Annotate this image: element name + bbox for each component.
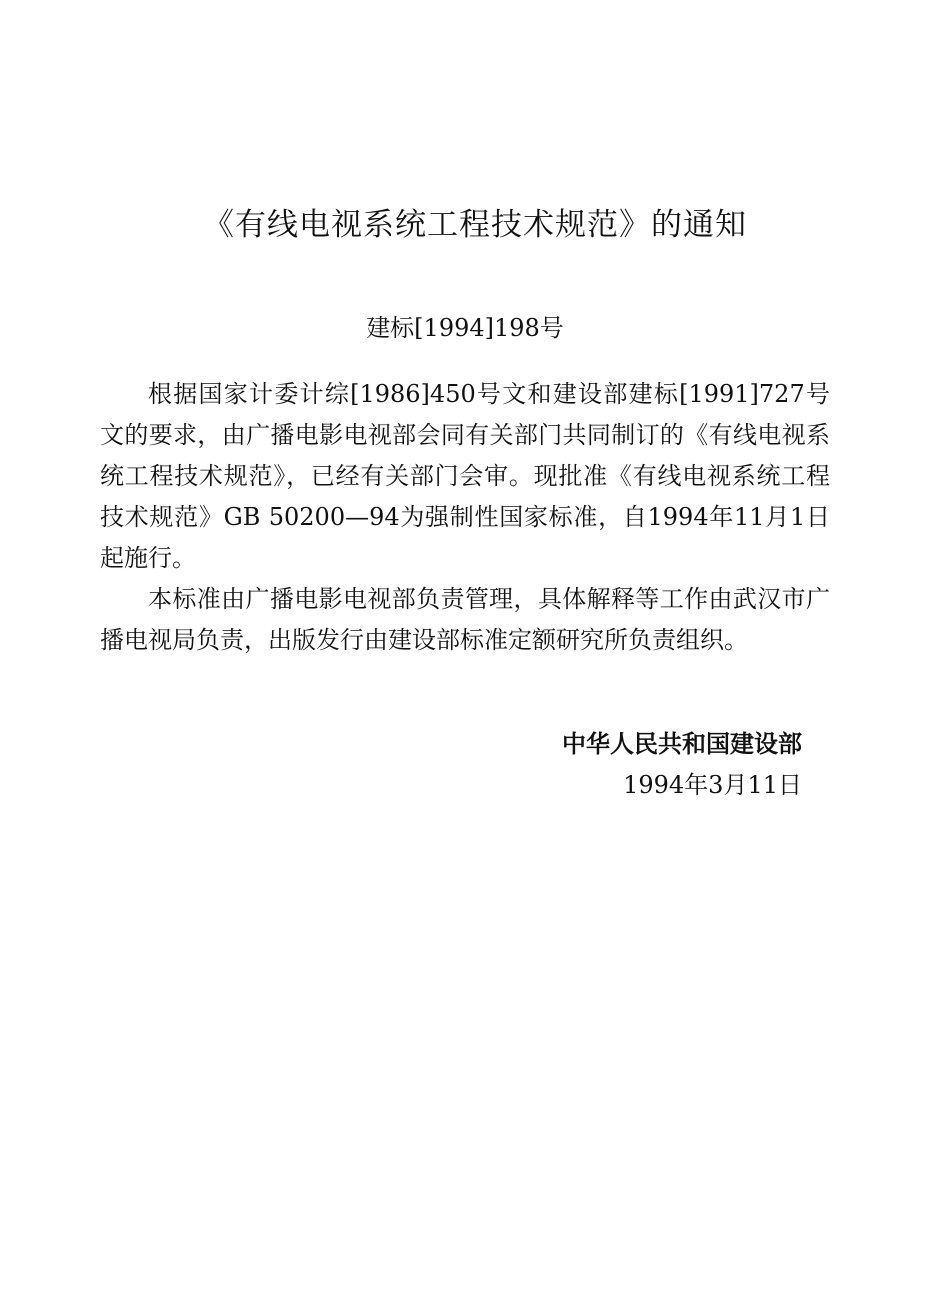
document-title: 《有线电视系统工程技术规范》的通知: [203, 207, 747, 243]
document-body: [100, 374, 830, 661]
issue-date: 1994年3月11日: [623, 771, 802, 799]
paragraph-2: 本标准由广播电影电视部负责管理，具体解释等工作由武汉市广播电视局负责，出版发行由建设部标准定额研究所负责组织。: [100, 585, 830, 654]
paragraph-1: 根据国家计委计综[1986]450号文和建设部建标[1991]727号文的要求，由广播电影电视部会同有关部门共同制订的《有线电视系统工程技术规范》，已经有关部门会审。现批准《有线电视系统工程技术规范》GB 50200—94为强制性国家标准，自1994年11月1日起施行。: [100, 380, 830, 572]
signature-block: [430, 724, 802, 806]
document-number: 建标[1994]198号: [366, 314, 564, 342]
issuing-organization: 中华人民共和国建设部: [562, 730, 802, 758]
